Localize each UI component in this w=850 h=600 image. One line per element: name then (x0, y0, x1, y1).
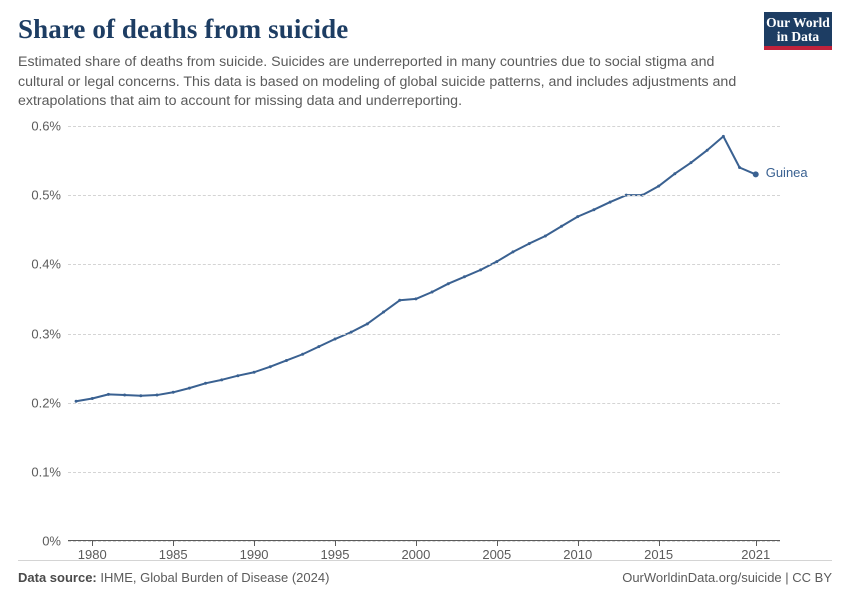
gridline (68, 126, 780, 127)
y-axis-tick-label: 0% (42, 533, 61, 549)
x-axis-tick (173, 541, 174, 546)
chart-footer (18, 560, 832, 590)
chart-header (18, 14, 832, 112)
x-axis-tick (659, 541, 660, 546)
x-axis-tick (578, 541, 579, 546)
footer-link[interactable]: OurWorldinData.org/suicide | CC BY (622, 570, 832, 585)
y-axis-tick-label: 0.3% (31, 326, 61, 341)
data-source (18, 570, 329, 585)
y-axis-tick-label: 0.2% (31, 395, 61, 411)
x-axis-tick-label: 2015 (644, 547, 674, 562)
series-legend-label[interactable]: Guinea (765, 165, 808, 181)
x-axis-tick (416, 541, 417, 546)
gridline (68, 264, 780, 265)
chart-subtitle: Estimated share of deaths from suicide. Suicides are underreported in many countries due to social stigma and cultural or legal concerns. This data is based on modeling of global suicide patterns, and includes adjustments and extrapolations that aim to account for missing data and underreporting. (18, 54, 737, 109)
x-axis-tick (335, 541, 336, 546)
x-axis-tick-label: 2021 (741, 547, 771, 562)
y-axis-tick-label: 0.5% (31, 187, 61, 203)
data-source-label: Data source: (18, 570, 97, 585)
x-axis-tick (756, 541, 757, 546)
chart-area (18, 112, 832, 562)
gridline (68, 403, 780, 404)
data-source-value: IHME, Global Burden of Disease (2024) (100, 570, 330, 585)
y-axis-tick-label: 0.1% (31, 464, 61, 480)
x-axis-tick-label: 2005 (482, 547, 512, 562)
x-axis-tick-label: 2000 (401, 547, 431, 562)
gridline (68, 334, 780, 335)
gridline (68, 541, 780, 542)
x-axis-tick-label: 1995 (320, 547, 350, 562)
gridline (68, 195, 780, 196)
page-title: Share of deaths from suicide (18, 14, 349, 44)
y-axis-tick-label: 0.6% (31, 118, 61, 134)
x-axis-tick (254, 541, 255, 546)
logo-line-1: Our World (766, 15, 830, 30)
y-axis-tick-label: 0.4% (31, 256, 61, 272)
x-axis-tick-label: 1980 (77, 547, 107, 562)
x-axis-tick (92, 541, 93, 546)
plot-region[interactable] (31, 118, 808, 562)
logo-line-2: in Data (776, 29, 820, 44)
x-axis-tick-label: 1990 (239, 547, 269, 562)
gridline (68, 472, 780, 473)
x-axis-tick-label: 1985 (158, 547, 188, 562)
x-axis-tick-label: 2010 (563, 547, 593, 562)
owid-logo[interactable] (764, 12, 832, 50)
x-axis-tick (497, 541, 498, 546)
